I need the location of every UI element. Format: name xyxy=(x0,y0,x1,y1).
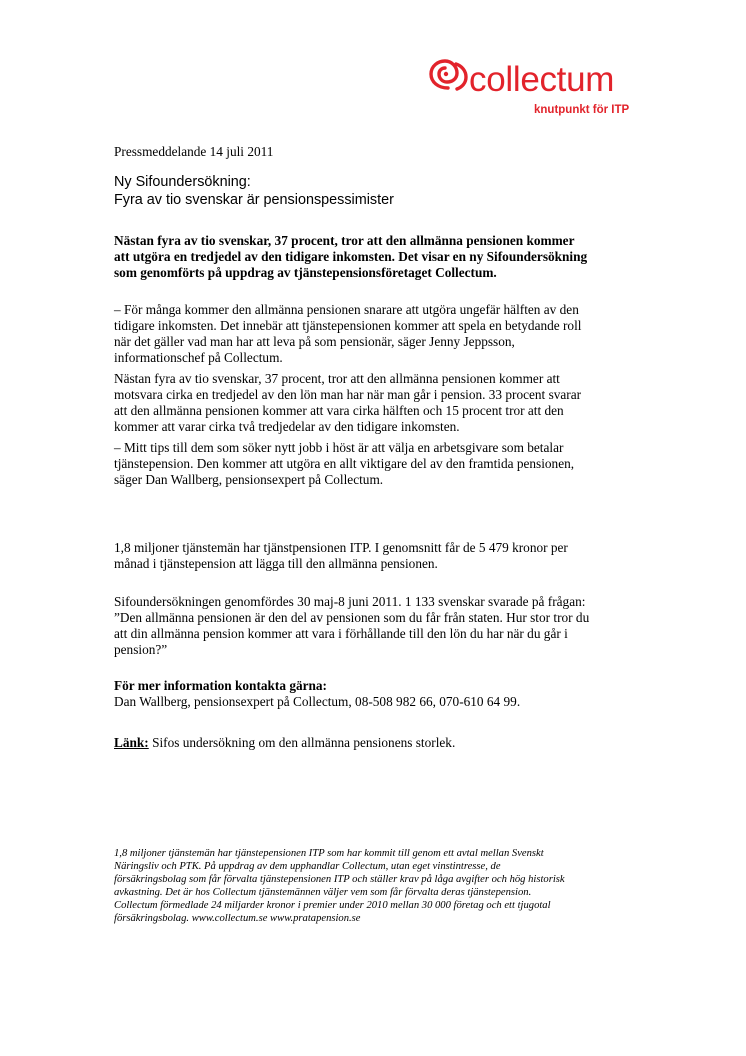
body-paragraph-3 xyxy=(114,440,654,488)
footer-line: Collectum förmedlade 24 miljarder kronor i premier under 2010 mellan 30 000 företag och ett tjugotal xyxy=(114,900,551,911)
body-paragraph-4 xyxy=(114,540,654,572)
footer-boilerplate xyxy=(114,847,654,925)
logo-tagline: knutpunkt för ITP xyxy=(534,104,630,116)
body-paragraph-5 xyxy=(114,594,654,658)
footer-line: 1,8 miljoner tjänstemän har tjänstepensionen ITP som har kommit till genom ett avtal mellan Svenskt xyxy=(114,848,544,859)
body-paragraph-2 xyxy=(114,371,654,435)
text-line: ”Den allmänna pensionen är den del av pensionen som du får från staten. Hur stor tror du xyxy=(114,610,590,625)
headline-line-1: Ny Sifoundersökning: xyxy=(114,174,251,190)
text-line: informationschef på Collectum. xyxy=(114,350,283,365)
link-label: Länk: xyxy=(114,735,149,750)
text-line: att utgöra en tredjedel av den tidigare inkomsten. Det visar en ny Sifoundersökning xyxy=(114,249,588,264)
text-line: månad i tjänstepension att lägga till den allmänna pensionen. xyxy=(114,556,438,571)
headline xyxy=(114,173,654,209)
text-line: när det gäller vad man har att leva på som pensionär, säger Jenny Jeppsson, xyxy=(114,334,515,349)
contact-details: Dan Wallberg, pensionsexpert på Collectum, 08-508 982 66, 070-610 64 99. xyxy=(114,694,521,709)
text-line: Sifoundersökningen genomfördes 30 maj-8 juni 2011. 1 133 svenskar svarade på frågan: xyxy=(114,594,586,609)
text-line: pension?” xyxy=(114,642,168,657)
text-line: Nästan fyra av tio svenskar, 37 procent, tror att den allmänna pensionen kommer att xyxy=(114,371,560,386)
text-line: tidigare inkomsten. Det innebär att tjänstepensionen kommer att spela en betydande roll xyxy=(114,318,582,333)
body-paragraph-1 xyxy=(114,302,654,366)
collectum-logo xyxy=(426,58,650,128)
headline-line-2: Fyra av tio svenskar är pensionspessimister xyxy=(114,192,394,208)
footer-line: Näringsliv och PTK. På uppdrag av dem upphandlar Collectum, utan eget vinstintresse, de xyxy=(114,861,501,872)
text-line: – För många kommer den allmänna pensionen snarare att utgöra ungefär hälften av den xyxy=(114,302,579,317)
footer-line: försäkringsbolag som får förvalta tjänstepensionen ITP och ställer krav på låga avgifter och hög historisk xyxy=(114,874,565,885)
text-line: att den allmänna pensionen kommer att vara cirka hälften och 15 procent tror att den xyxy=(114,403,564,418)
logo-wordmark: collectum xyxy=(469,60,615,99)
text-line: att din allmänna pension kommer att vara i förhållande till den lön du har när du går i xyxy=(114,626,568,641)
link-section xyxy=(114,735,654,751)
text-line: Nästan fyra av tio svenskar, 37 procent, tror att den allmänna pensionen kommer xyxy=(114,233,575,248)
spiral-logo-icon xyxy=(426,58,470,98)
text-line: motsvara cirka en tredjedel av den lön man har när man går i pension. 33 procent svarar xyxy=(114,387,582,402)
text-line: säger Dan Wallberg, pensionsexpert på Collectum. xyxy=(114,472,384,487)
text-line: som genomförts på uppdrag av tjänstepensionsföretaget Collectum. xyxy=(114,265,497,280)
lead-paragraph xyxy=(114,233,654,281)
text-line: – Mitt tips till dem som söker nytt jobb i höst är att välja en arbetsgivare som betalar xyxy=(114,440,564,455)
press-release-date: Pressmeddelande 14 juli 2011 xyxy=(114,144,274,159)
sifo-survey-link[interactable]: Sifos undersökning om den allmänna pensionens storlek. xyxy=(148,735,456,750)
text-line: kommer att varar cirka två tredjedelar av den tidigare inkomsten. xyxy=(114,419,460,434)
text-line: tjänstepension. Den kommer att utgöra en allt viktigare del av den framtida pensionen, xyxy=(114,456,575,471)
footer-line: försäkringsbolag. www.collectum.se www.pratapension.se xyxy=(114,913,361,924)
contact-heading: För mer information kontakta gärna: xyxy=(114,678,327,693)
text-line: 1,8 miljoner tjänstemän har tjänstpensionen ITP. I genomsnitt får de 5 479 kronor per xyxy=(114,540,568,555)
footer-line: avkastning. Det är hos Collectum tjänstemännen väljer vem som får förvalta deras tjänstepension. xyxy=(114,887,532,898)
contact-section xyxy=(114,678,654,710)
